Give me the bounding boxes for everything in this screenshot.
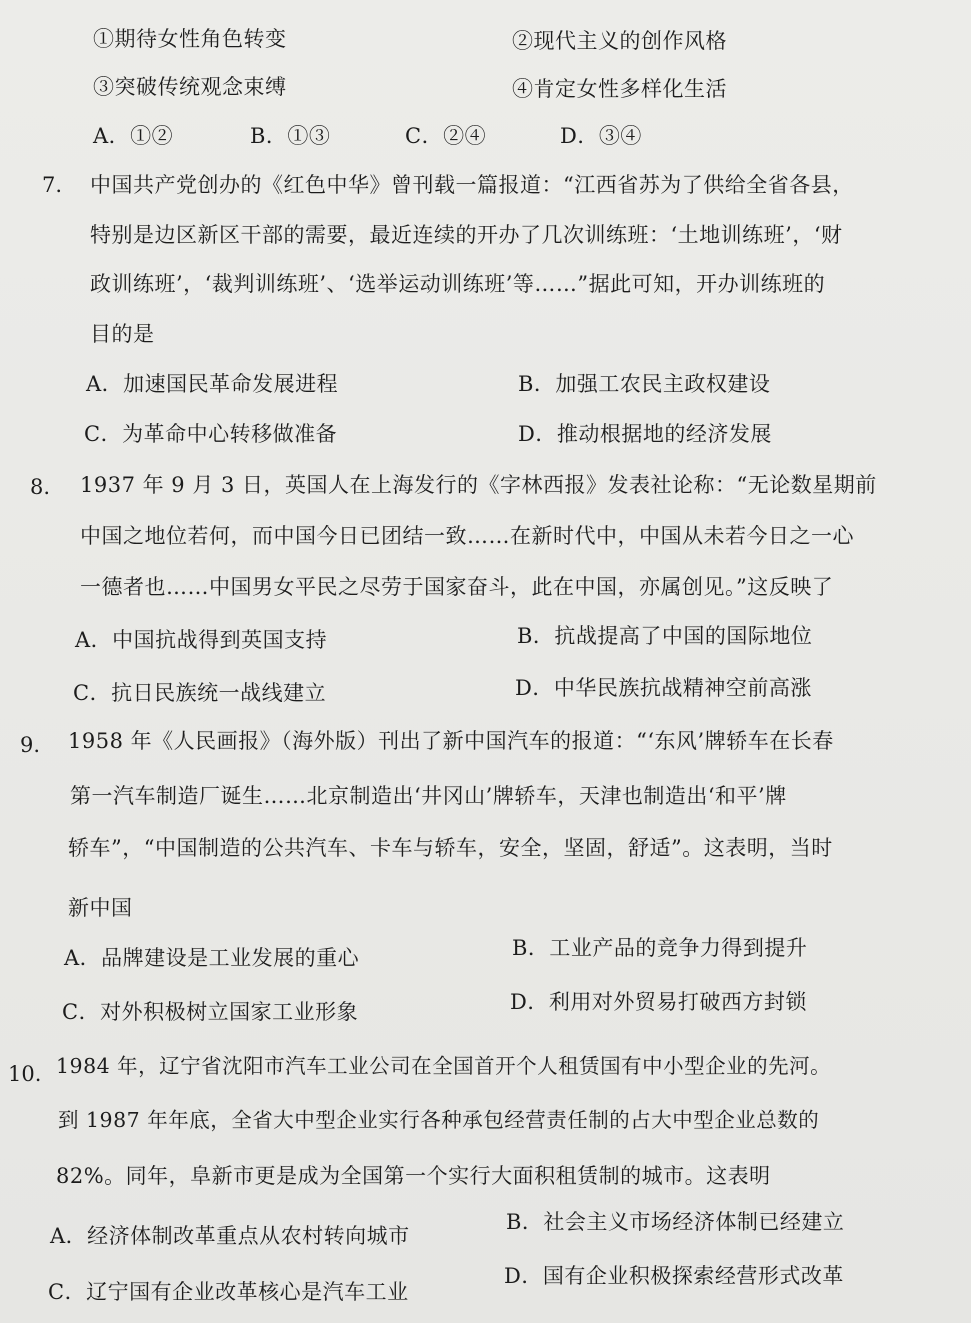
q9-stem-line-1: 1958 年《人民画报》（海外版）刊出了新中国汽车的报道：“‘东风’牌轿车在长春: [68, 729, 834, 753]
q9-option-b[interactable]: B．工业产品的竞争力得到提升: [512, 936, 808, 960]
q9-option-a[interactable]: A．品牌建设是工业发展的重心: [64, 946, 360, 970]
q9-stem-line-3: 轿车”，“中国制造的公共汽车、卡车与轿车，安全，坚固，舒适”。这表明，当时: [68, 836, 833, 860]
q8-option-a[interactable]: A．中国抗战得到英国支持: [75, 628, 328, 652]
q10-stem-line-1: 1984 年，辽宁省沈阳市汽车工业公司在全国首开个人租赁国有中小型企业的先河。: [56, 1054, 832, 1078]
q6-statement-4: ④肯定女性多样化生活: [512, 77, 727, 101]
q7-stem-line-3: 政训练班’，‘裁判训练班’、‘选举运动训练班’等……”据此可知，开办训练班的: [90, 272, 826, 296]
q9-stem-line-2: 第一汽车制造厂诞生……北京制造出‘井冈山’牌轿车，天津也制造出‘和平’牌: [70, 784, 787, 808]
q8-option-d[interactable]: D．中华民族抗战精神空前高涨: [515, 676, 812, 700]
q6-option-c[interactable]: C．②④: [405, 124, 487, 148]
q6-statement-1: ①期待女性角色转变: [93, 27, 287, 51]
q7-option-d[interactable]: D．推动根据地的经济发展: [518, 422, 772, 446]
q10-stem-line-2: 到 1987 年年底，全省大中型企业实行各种承包经营责任制的占大中型企业总数的: [58, 1108, 820, 1132]
q10-number: 10.: [8, 1062, 42, 1086]
q8-option-b[interactable]: B．抗战提高了中国的国际地位: [517, 624, 813, 648]
q6-options: [0, 122, 971, 150]
q7-stem-line-1: 中国共产党创办的《红色中华》曾刊载一篇报道：“江西省苏为了供给全省各县，: [90, 173, 854, 197]
q10-option-b[interactable]: B．社会主义市场经济体制已经建立: [506, 1210, 845, 1234]
q7-option-c[interactable]: C．为革命中心转移做准备: [84, 422, 338, 446]
q9-option-d[interactable]: D．利用对外贸易打破西方封锁: [510, 990, 807, 1014]
q8-stem-line-2: 中国之地位若何，而中国今日已团结一致……在新时代中，中国从未若今日之一心: [80, 524, 854, 548]
q9-option-c[interactable]: C．对外积极树立国家工业形象: [62, 1000, 359, 1024]
q9-stem-line-4: 新中国: [68, 896, 133, 920]
q7-option-b[interactable]: B．加强工农民主政权建设: [518, 372, 771, 396]
q10-stem-line-3: 82%。同年，阜新市更是成为全国第一个实行大面积租赁制的城市。这表明: [56, 1164, 771, 1188]
q8-number: 8.: [30, 475, 51, 499]
q6-statement-2: ②现代主义的创作风格: [512, 29, 727, 53]
q8-stem-line-3: 一德者也……中国男女平民之尽劳于国家奋斗，此在中国，亦属创见。”这反映了: [80, 575, 834, 599]
q10-option-a[interactable]: A．经济体制改革重点从农村转向城市: [50, 1224, 410, 1248]
q8-stem-line-1: 1937 年 9 月 3 日，英国人在上海发行的《字林西报》发表社论称：“无论数星期前: [80, 473, 877, 497]
q6-statement-3: ③突破传统观念束缚: [93, 75, 287, 99]
q6-option-d[interactable]: D．③④: [560, 124, 642, 148]
q6-option-a[interactable]: A．①②: [93, 124, 174, 148]
q10-option-c[interactable]: C．辽宁国有企业改革核心是汽车工业: [48, 1280, 409, 1304]
q9-number: 9.: [20, 733, 41, 757]
q7-stem-line-2: 特别是边区新区干部的需要，最近连续的开办了几次训练班：‘土地训练班’，‘财: [90, 223, 843, 247]
q6-option-b[interactable]: B．①③: [250, 124, 331, 148]
q7-stem-line-4: 目的是: [90, 322, 155, 346]
q10-option-d[interactable]: D．国有企业积极探索经营形式改革: [504, 1264, 844, 1288]
q8-option-c[interactable]: C．抗日民族统一战线建立: [73, 681, 327, 705]
q7-number: 7.: [42, 173, 63, 197]
q7-option-a[interactable]: A．加速国民革命发展进程: [86, 372, 339, 396]
